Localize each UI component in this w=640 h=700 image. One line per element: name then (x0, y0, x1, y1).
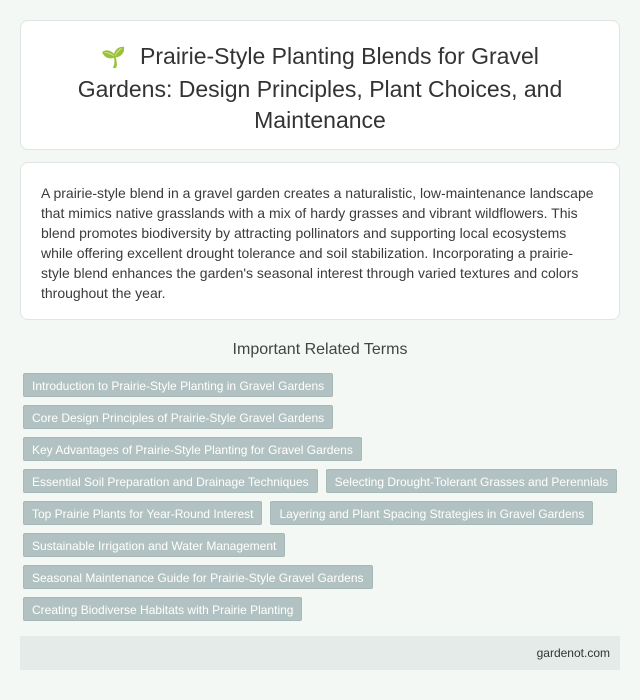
footer (20, 636, 620, 670)
related-term-tag[interactable]: Top Prairie Plants for Year-Round Interest (23, 501, 262, 525)
related-term-tag[interactable]: Essential Soil Preparation and Drainage Techniques (23, 469, 318, 493)
title-card (20, 20, 620, 150)
description-text: A prairie-style blend in a gravel garden creates a naturalistic, low-maintenance landscape that mimics native grasslands with a mix of hardy grasses and vibrant wildflowers. This blend promotes biodiversity by attracting pollinators and supporting local ecosystems while offering excellent drought tolerance and soil stabilization. Incorporating a prairie-style blend enhances the garden's seasonal interest through varied textures and colors throughout the year. (41, 185, 594, 301)
related-term-tag[interactable]: Creating Biodiverse Habitats with Prairie Planting (23, 597, 302, 621)
related-term-tag[interactable]: Selecting Drought-Tolerant Grasses and Perennials (326, 469, 617, 493)
footer-site-link[interactable]: gardenot.com (536, 646, 610, 660)
related-term-tag[interactable]: Key Advantages of Prairie-Style Planting for Gravel Gardens (23, 437, 362, 461)
related-terms-heading: Important Related Terms (232, 341, 408, 358)
related-term-tag[interactable]: Core Design Principles of Prairie-Style Gravel Gardens (23, 405, 333, 429)
sprout-icon: 🌱 (101, 47, 127, 69)
related-term-tag[interactable]: Sustainable Irrigation and Water Management (23, 533, 285, 557)
related-term-tag[interactable]: Introduction to Prairie-Style Planting in Gravel Gardens (23, 373, 333, 397)
related-term-tag[interactable]: Seasonal Maintenance Guide for Prairie-Style Gravel Gardens (23, 565, 373, 589)
description-card (20, 162, 620, 320)
page-title-text: Prairie-Style Planting Blends for Gravel Gardens: Design Principles, Plant Choices, and Maintenance (77, 43, 563, 133)
related-terms-list (23, 373, 623, 629)
related-term-tag[interactable]: Layering and Plant Spacing Strategies in Gravel Gardens (270, 501, 593, 525)
page-title (51, 41, 589, 136)
